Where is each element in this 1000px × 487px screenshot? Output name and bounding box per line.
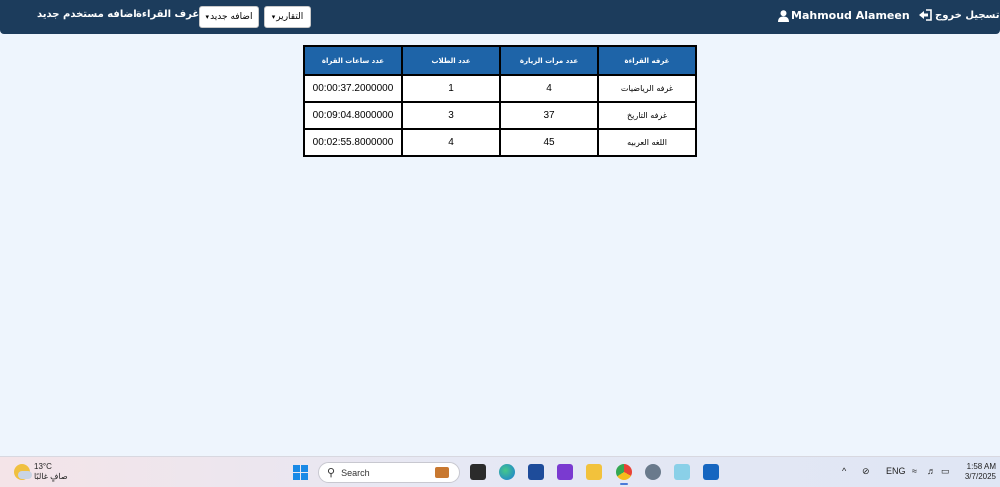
wifi-icon[interactable]: ≈	[912, 466, 917, 476]
windows-taskbar	[0, 456, 1000, 487]
add-new-dropdown[interactable]	[199, 6, 259, 28]
logout-label: تسجيل خروج	[935, 9, 1000, 21]
clock-time: 1:58 AM	[966, 462, 996, 471]
folder-icon[interactable]	[586, 464, 602, 480]
weather-widget[interactable]	[14, 462, 68, 482]
edge-icon[interactable]	[499, 464, 515, 480]
user-name: Mahmoud Alameen	[791, 9, 910, 22]
visits-cell: 45	[500, 129, 598, 156]
weather-description: صافٍ غالبًا	[34, 472, 68, 481]
taskbar-search[interactable]	[318, 462, 460, 483]
settings-gear-icon[interactable]	[645, 464, 661, 480]
table-row	[304, 102, 696, 129]
caret-down-icon: ▾	[271, 13, 276, 21]
search-icon: ⚲	[327, 466, 336, 479]
header-hours: عدد ساعات القراة	[304, 46, 402, 75]
reading-rooms-table	[303, 45, 697, 157]
weather-icon	[14, 464, 30, 480]
outlook-icon[interactable]	[703, 464, 719, 480]
hours-cell: 00:02:55.8000000	[304, 129, 402, 156]
hours-cell: 00:00:37.2000000	[304, 75, 402, 102]
visits-cell: 4	[500, 75, 598, 102]
battery-icon[interactable]: ▭	[941, 466, 950, 476]
user-profile[interactable]	[778, 9, 910, 22]
room-cell: غرفه التاريخ	[598, 102, 696, 129]
network-slash-icon[interactable]: ⊘	[862, 466, 870, 476]
file-explorer-dark-icon[interactable]	[470, 464, 486, 480]
language-indicator[interactable]: ENG	[886, 466, 906, 476]
top-navbar	[0, 0, 1000, 34]
header-visits: عدد مرات الزيارة	[500, 46, 598, 75]
students-cell: 1	[402, 75, 500, 102]
search-placeholder: Search	[341, 467, 370, 478]
add-user-link[interactable]: اضافه مستخدم جديد	[37, 9, 137, 20]
students-cell: 4	[402, 129, 500, 156]
chevron-up-icon[interactable]: ^	[842, 466, 847, 476]
header-room: غرفه القراءة	[598, 46, 696, 75]
clock-date: 3/7/2025	[964, 472, 996, 481]
reports-dropdown[interactable]	[264, 6, 311, 28]
reports-label: التقارير	[276, 12, 304, 22]
logout-link[interactable]	[918, 9, 999, 21]
app-window-icon[interactable]	[674, 464, 690, 480]
add-new-label: اضافه جديد	[210, 12, 253, 22]
room-cell: اللغه العربيه	[598, 129, 696, 156]
visual-studio-icon[interactable]	[557, 464, 573, 480]
temperature: 13°C	[34, 462, 52, 471]
visits-cell: 37	[500, 102, 598, 129]
reading-rooms-link[interactable]: غرف القراءة	[136, 9, 200, 20]
briefcase-icon	[435, 467, 449, 478]
sign-out-icon	[918, 9, 932, 21]
system-clock[interactable]	[960, 462, 996, 482]
store-icon[interactable]	[528, 464, 544, 480]
table-row	[304, 129, 696, 156]
hours-cell: 00:09:04.8000000	[304, 102, 402, 129]
header-students: عدد الطلاب	[402, 46, 500, 75]
user-icon	[778, 10, 789, 22]
caret-down-icon: ▾	[205, 13, 210, 21]
windows-start-icon[interactable]	[293, 465, 308, 480]
table-row	[304, 75, 696, 102]
room-cell: غرفه الرياضيات	[598, 75, 696, 102]
volume-icon[interactable]: ♬	[927, 466, 936, 476]
table-header-row	[304, 46, 696, 75]
chrome-icon[interactable]	[616, 464, 632, 480]
students-cell: 3	[402, 102, 500, 129]
